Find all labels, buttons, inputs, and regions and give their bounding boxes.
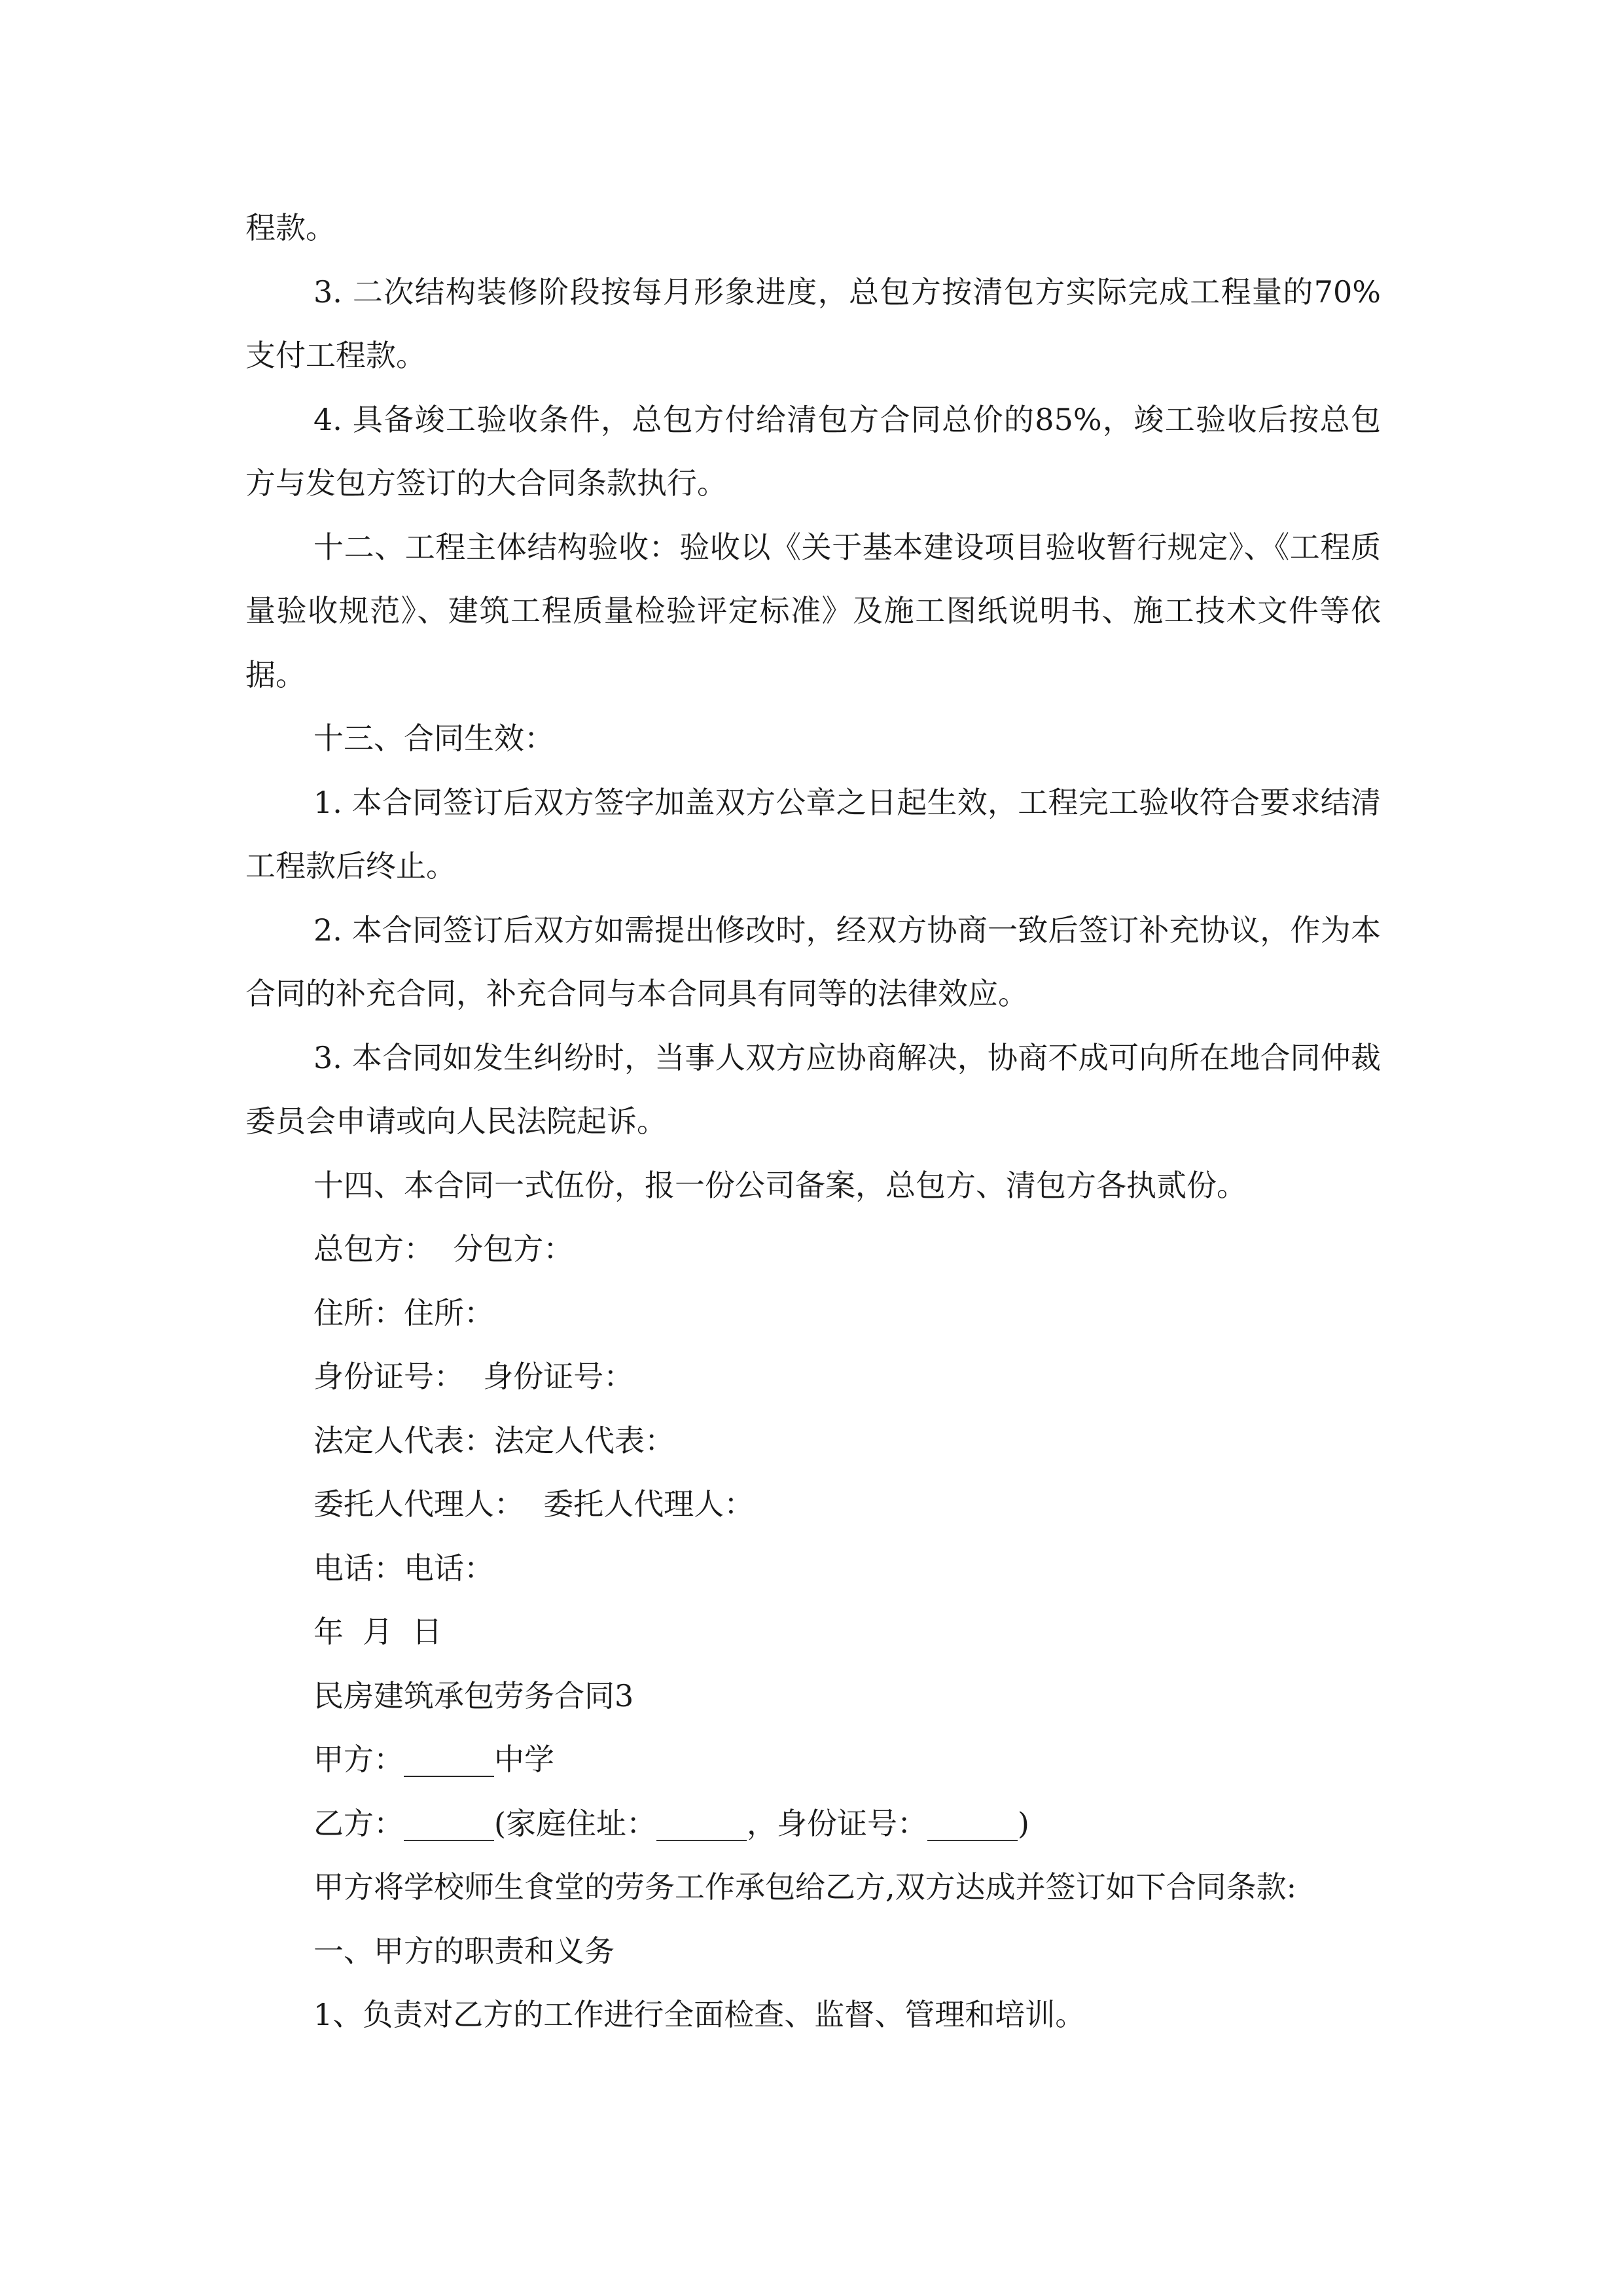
date-line: 年 月 日 [313,1614,442,1649]
paragraph: 程款。 [245,210,336,245]
paragraph: 3. 二次结构装修阶段按每月形象进度，总包方按清包方实际完成工程量的70%支付工程款。 [245,274,1381,373]
signature-field-row: 身份证号： 身份证号： [313,1359,634,1394]
signature-field-row: 法定人代表：法定人代表： [313,1422,675,1458]
paragraph: 1、负责对乙方的工作进行全面检查、监督、管理和培训。 [313,1997,1086,2032]
party-a-line: 甲方：______中学 [313,1742,554,1777]
party-b-line: 乙方：______(家庭住址：______，身份证号：______) [313,1805,1029,1841]
paragraph: 十四、本合同一式伍份，报一份公司备案，总包方、清包方各执贰份。 [313,1167,1247,1203]
signature-field-row: 委托人代理人： 委托人代理人： [313,1486,755,1522]
signature-field-row: 总包方： 分包方： [313,1231,574,1266]
paragraph: 十二、工程主体结构验收：验收以《关于基本建设项目验收暂行规定》、《工程质量验收规范》、建筑工程质量检验评定标准》及施工图纸说明书、施工技术文件等依据。 [245,529,1381,692]
paragraph: 1. 本合同签订后双方签字加盖双方公章之日起生效，工程完工验收符合要求结清工程款后终止。 [245,784,1381,884]
paragraph: 甲方将学校师生食堂的劳务工作承包给乙方,双方达成并签订如下合同条款: [313,1869,1297,1905]
document-title: 民房建筑承包劳务合同3 [313,1677,634,1713]
section-heading: 十三、合同生效： [313,721,554,756]
signature-field-row: 住所：住所： [313,1295,494,1331]
paragraph: 2. 本合同签订后双方如需提出修改时，经双方协商一致后签订补充协议，作为本合同的补充合同，补充合同与本合同具有同等的法律效应。 [245,912,1381,1011]
paragraph: 4. 具备竣工验收条件，总包方付给清包方合同总价的85%，竣工验收后按总包方与发包方签订的大合同条款执行。 [245,401,1381,501]
signature-field-row: 电话：电话： [313,1550,494,1586]
paragraph: 3. 本合同如发生纠纷时，当事人双方应协商解决，协商不成可向所在地合同仲裁委员会申请或向人民法院起诉。 [245,1039,1381,1139]
document-page [245,196,1381,2047]
section-heading: 一、甲方的职责和义务 [313,1933,615,1969]
